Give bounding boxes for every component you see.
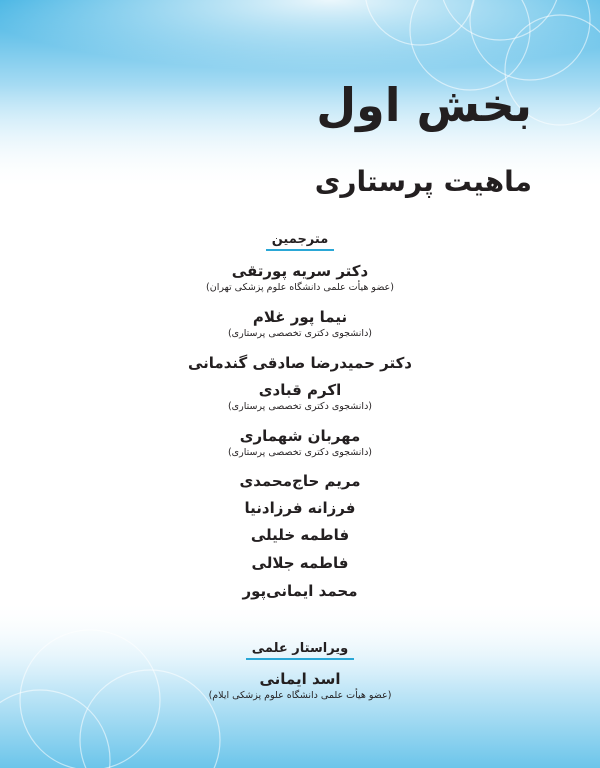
translator-name: فاطمه جلالی — [251, 554, 349, 572]
translator-affiliation: (دانشجوی دکتری تخصصی پرستاری) — [227, 447, 373, 458]
editor-section — [0, 637, 600, 660]
editor-entry — [0, 670, 600, 702]
translator-entry — [0, 472, 600, 491]
translator-entry — [0, 381, 600, 413]
translators-section — [0, 228, 600, 251]
translator-name: مهربان شهماری — [239, 427, 361, 445]
translator-entry — [0, 308, 600, 340]
translator-affiliation: (دانشجوی دکتری تخصصی پرستاری) — [227, 328, 373, 339]
translator-name: نیما پور غلام — [252, 308, 348, 326]
editor-affiliation: (عضو هیأت علمی دانشگاه علوم پزشکی ایلام) — [208, 690, 392, 701]
translator-name: دکتر سریه پورتقی — [231, 262, 369, 280]
part-title: بخش اول — [316, 78, 532, 132]
translator-name: محمد ایمانی‌پور — [242, 582, 358, 600]
translator-entry — [0, 526, 600, 545]
translator-affiliation: (دانشجوی دکتری تخصصی پرستاری) — [227, 401, 373, 412]
translator-entry — [0, 554, 600, 573]
translator-name: مریم حاج‌محمدی — [239, 472, 361, 490]
translator-name: فرزانه فرزادنیا — [244, 499, 356, 517]
translator-entry — [0, 354, 600, 373]
editor-heading: ویراستار علمی — [246, 641, 355, 660]
translator-entry — [0, 499, 600, 518]
chapter-title: ماهیت پرستاری — [314, 165, 532, 198]
translator-entry — [0, 262, 600, 294]
translator-name: دکتر حمیدرضا صادقی گندمانی — [187, 354, 413, 372]
translators-heading: مترجمین — [266, 232, 335, 251]
translator-name: اکرم قبادی — [258, 381, 342, 399]
translator-affiliation: (عضو هیأت علمی دانشگاه علوم پزشکی تهران) — [206, 282, 394, 293]
translator-entry — [0, 582, 600, 601]
translator-name: فاطمه خلیلی — [250, 526, 350, 544]
translator-entry — [0, 427, 600, 459]
editor-name: اسد ایمانی — [259, 670, 341, 688]
